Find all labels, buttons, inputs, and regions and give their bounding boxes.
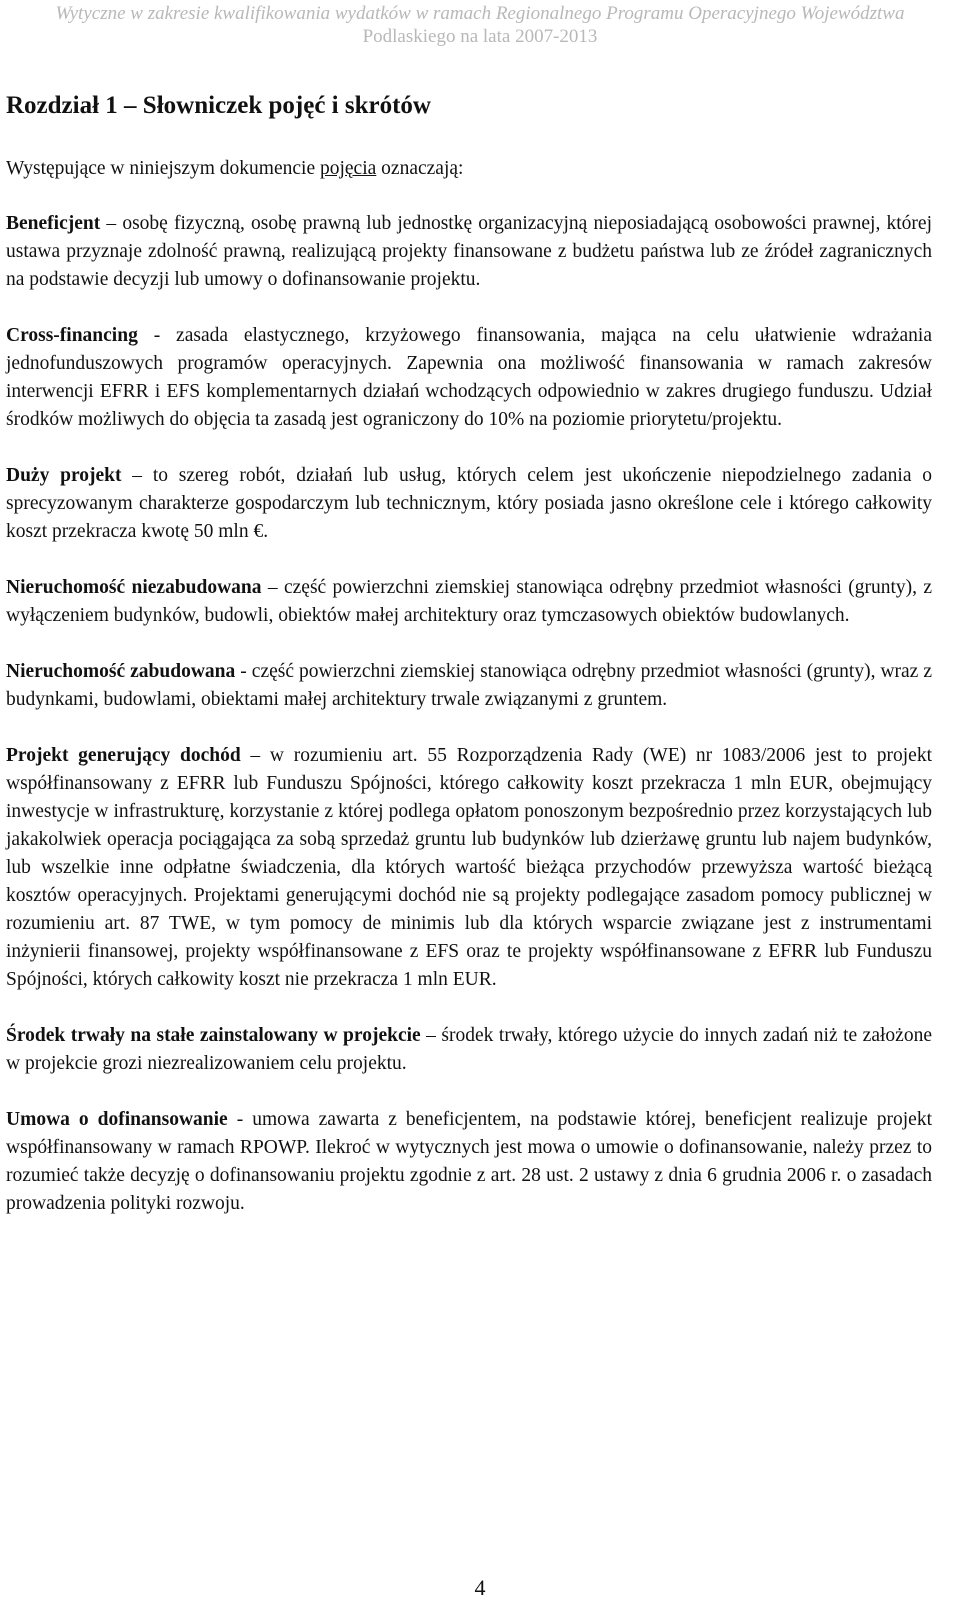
page-number: 4: [474, 1575, 486, 1600]
definition-text: - część powierzchni ziemskiej stanowiąca odrębny przedmiot własności (grunty), wraz z budynkami, budowlami, obiektami małej architektury trwale związanymi z gruntem.: [6, 661, 933, 710]
definition-umowa-o-dofinansowanie: [6, 1106, 932, 1218]
chapter-title: Rozdział 1 – Słowniczek pojęć i skrótów: [6, 92, 431, 119]
definition-text: - umowa zawarta z beneficjentem, na podstawie której, beneficjent realizuje projekt współfinansowany w ramach RPOWP. Ilekroć w wytycznych jest mowa o umowie o dofinansowanie, należy przez to rozumieć także decyzję o dofinansowaniu projektu zgodnie z art. 28 ust. 2 ustawy z dnia 6 grudnia 2006 r. o zasadach prowadzenia polityki rozwoju.: [6, 1109, 932, 1214]
definition-text: - zasada elastycznego, krzyżowego finansowania, mająca na celu ułatwienie wdrażania jednofunduszowych programów operacyjnych. Zapewnia ona możliwość finansowania w ramach zakresów interwencji EFRR i EFS komplementarnych działań wchodzących odpowiednio w zakres drugiego funduszu. Udział środków możliwych do objęcia ta zasadą jest ograniczony do 10% na poziomie priorytetu/projektu.: [6, 325, 932, 430]
definition-term: Cross-financing: [6, 325, 138, 346]
intro-text-after: oznaczają:: [376, 158, 464, 179]
definition-text: – w rozumieniu art. 55 Rozporządzenia Rady (WE) nr 1083/2006 jest to projekt współfinansowany z EFRR lub Funduszu Spójności, którego całkowity koszt przekracza 1 mln EUR, obejmujący inwestycje w infrastrukturę, korzystanie z której podlega opłatom ponoszonym bezpośrednio przez korzystających lub jakakolwiek operacja pociągająca za sobą sprzedaż gruntu lub budynków lub dzierżawę gruntu lub najem budynków, lub wszelkie inne odpłatne świadczenia, dla których wartość bieżąca przychodów przewyższa wartość bieżącą kosztów operacyjnych. Projektami generującymi dochód nie są projekty podlegające zasadom pomocy publicznej w rozumieniu art. 87 TWE, w tym pomocy de minimis lub dla których wsparcie związane jest z instrumentami inżynierii finansowej, projekty współfinansowane z EFS oraz te projekty współfinansowane z EFRR lub Funduszu Spójności, których całkowity koszt nie przekracza 1 mln EUR.: [6, 745, 932, 990]
intro-paragraph: [6, 155, 932, 183]
definition-term: Projekt generujący dochód: [6, 745, 241, 766]
definition-term: Beneficjent: [6, 213, 101, 234]
intro-underlined-word: pojęcia: [319, 158, 377, 179]
definition-projekt-generujacy-dochod: [6, 742, 932, 994]
definition-text: – część powierzchni ziemskiej stanowiąca odrębny przedmiot własności (grunty), z wyłączeniem budynków, budowli, obiektów małej architektury oraz tymczasowych obiektów budowlanych.: [6, 577, 932, 626]
definition-beneficjent: [6, 210, 932, 294]
definition-duzy-projekt: [6, 462, 932, 546]
definition-text: – to szereg robót, działań lub usług, których celem jest ukończenie niepodzielnego zadania o sprecyzowanym charakterze gospodarczym lub technicznym, który posiada jasno określone cele i którego całkowity koszt przekracza kwotę 50 mln €.: [6, 465, 933, 542]
definition-nieruchomosc-zabudowana: [6, 658, 932, 714]
definition-text: – osobę fizyczną, osobę prawną lub jednostkę organizacyjną nieposiadającą osobowości prawnej, której ustawa przyznaje zdolność prawną, realizującą projekty finansowane z budżetu państwa lub ze źródeł zagranicznych na podstawie decyzji lub umowy o dofinansowanie projektu.: [6, 213, 932, 290]
running-header-line-2: Podlaskiego na lata 2007-2013: [362, 26, 598, 47]
definition-term: Nieruchomość niezabudowana: [6, 577, 262, 598]
running-header-line-1: Wytyczne w zakresie kwalifikowania wydatków w ramach Regionalnego Programu Operacyjnego Województwa: [55, 3, 905, 24]
definition-nieruchomosc-niezabudowana: [6, 574, 932, 630]
definition-term: Umowa o dofinansowanie: [6, 1109, 228, 1130]
definition-cross-financing: [6, 322, 932, 434]
definition-term: Nieruchomość zabudowana: [6, 661, 236, 682]
definition-srodek-trwaly: [6, 1022, 932, 1078]
document-body: [6, 155, 932, 1246]
definition-term: Duży projekt: [6, 465, 122, 486]
definition-text: – środek trwały, którego użycie do innych zadań niż te założone w projekcie grozi niezrealizowaniem celu projektu.: [6, 1025, 932, 1074]
definition-term: Środek trwały na stałe zainstalowany w projekcie: [6, 1025, 421, 1046]
intro-text-before: Występujące w niniejszym dokumencie: [6, 158, 320, 179]
